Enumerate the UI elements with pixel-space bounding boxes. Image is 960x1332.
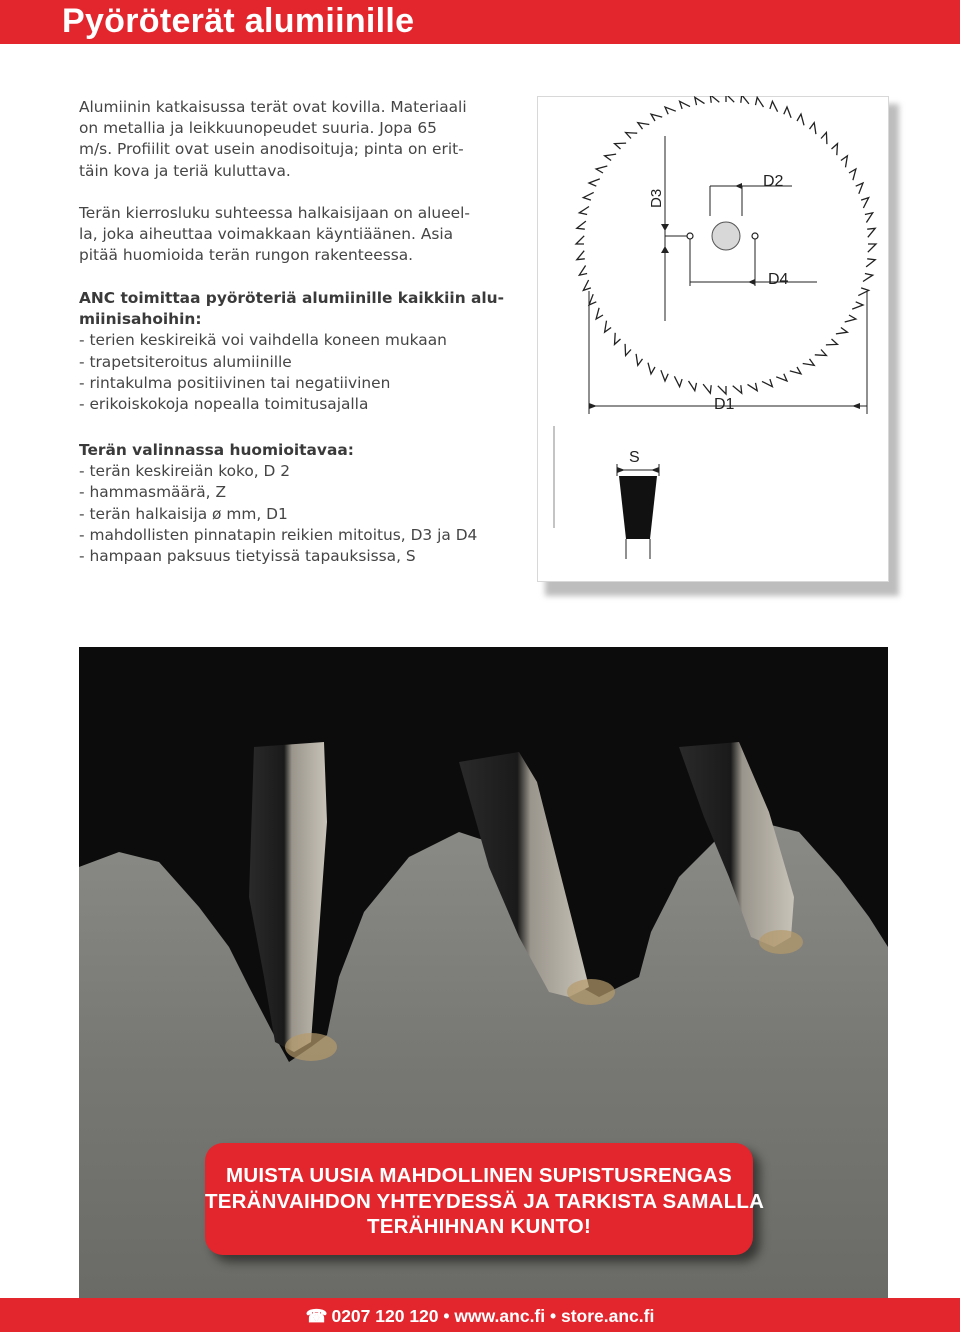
saw-tooth (841, 156, 848, 168)
saw-tooth (703, 384, 711, 393)
saw-tooth (680, 101, 690, 109)
list-item: - mahdollisten pinnatapin reikien mitoitus, D3 ja D4 (79, 525, 478, 544)
notice-box (205, 1143, 765, 1255)
saw-tooth (815, 350, 827, 356)
saw-tooth (638, 123, 650, 130)
list-item: - erikoiskokoja nopealla toimitusajalla (79, 395, 369, 414)
saw-tooth (710, 96, 719, 103)
saw-tooth (866, 259, 875, 267)
offer-section (79, 288, 539, 415)
arrow-head (852, 403, 860, 409)
telephone-icon: ☎ (305, 1306, 328, 1326)
saw-tooth (589, 294, 596, 305)
saw-tooth (665, 107, 676, 114)
saw-tooth (605, 321, 612, 333)
list-item: - rintakulma positiivinen tai negatiivinen (79, 373, 391, 392)
saw-tooth (845, 315, 856, 322)
saw-tooth (826, 339, 838, 345)
selection-heading: Terän valinnassa huomioitavaa: (79, 441, 354, 459)
saw-tooth (596, 166, 607, 173)
saw-tooth (605, 154, 617, 160)
saw-tooth (797, 114, 804, 125)
braze-joint (759, 930, 803, 954)
notice-line: TERÄNVAIHDON YHTEYDESSÄ JA TARKISTA SAMALLA (205, 1189, 765, 1213)
label-s: S (629, 449, 640, 466)
text-line: pitää huomioida terän rungon rakenteessa. (79, 246, 414, 265)
saw-tooth (579, 266, 587, 276)
saw-tooth (821, 133, 827, 145)
saw-tooth (748, 383, 758, 391)
saw-tooth (810, 123, 816, 135)
saw-tooth (836, 328, 848, 334)
label-d2: D2 (763, 173, 784, 190)
saw-tooth (868, 244, 876, 252)
page-title: Pyöröterät alumiinille (62, 2, 415, 40)
saw-tooth (776, 374, 787, 381)
list-item: - trapetsiteroitus alumiinille (79, 352, 292, 371)
text-line: la, joka aiheuttaa voimakkaan käyntiäänen. Asia (79, 225, 454, 244)
saw-tooth (615, 333, 621, 345)
saw-tooth (803, 359, 815, 366)
saw-tooth (583, 192, 593, 200)
list-item: - hammasmäärä, Z (79, 483, 227, 502)
saw-tooth (861, 198, 869, 208)
saw-tooth (695, 97, 705, 105)
saw-tooth (856, 183, 863, 194)
pin-hole (752, 233, 758, 239)
intro-paragraph-2 (79, 203, 519, 267)
saw-tooth (674, 376, 682, 386)
saw-tooth (689, 381, 697, 391)
saw-tooth (733, 385, 742, 393)
saw-tooth (790, 367, 801, 374)
arrow-head (735, 183, 742, 189)
saw-tooth (726, 96, 734, 102)
saw-tooth (636, 354, 642, 366)
saw-tooth (615, 143, 627, 149)
saw-tooth (577, 221, 586, 229)
blade-diagram (537, 96, 895, 592)
braze-joint (567, 979, 615, 1005)
saw-tooth (832, 144, 838, 156)
saw-tooth (784, 107, 791, 118)
saw-tooth (583, 280, 591, 290)
saw-tooth (596, 308, 603, 319)
saw-tooth (849, 169, 856, 180)
list-item: - terän keskireiän koko, D 2 (79, 462, 291, 481)
braze-joint (285, 1033, 337, 1061)
saw-tooth (863, 274, 873, 282)
saw-tooth (756, 97, 764, 107)
notice-line: MUISTA UUSIA MAHDOLLINEN SUPISTUSRENGAS (226, 1164, 732, 1187)
label-d3: D3 (648, 188, 665, 208)
saw-tooth (718, 386, 726, 394)
carbide-tip (249, 742, 327, 1052)
saw-tooth (865, 213, 873, 223)
center-hole (712, 222, 740, 250)
tooth-profile (619, 476, 657, 539)
list-item: - terän halkaisija ø mm, D1 (79, 504, 288, 523)
arrow-head (661, 246, 669, 253)
list-item: - hampaan paksuus tietyissä tapauksissa, S (79, 547, 416, 566)
text-line: Terän kierrosluku suhteessa halkaisijaan on alueel- (79, 204, 470, 222)
saw-tooth (741, 96, 749, 104)
saw-tooth (852, 302, 863, 309)
saw-tooth (577, 251, 585, 260)
arrow-head (651, 467, 659, 473)
selection-section (79, 440, 539, 567)
arrow-head (617, 467, 625, 473)
saw-tooth (867, 228, 875, 237)
list-item: - terien keskireikä voi vaihdella koneen mukaan (79, 331, 447, 350)
saw-tooth (625, 344, 631, 356)
page-header (0, 0, 960, 44)
footer-text: 0207 120 120 • www.anc.fi • store.anc.fi (331, 1306, 655, 1326)
saw-tooth (762, 379, 772, 387)
text-line: m/s. Profiilit ovat usein anodisoituja; pinta on erit- (79, 140, 464, 159)
saw-tooth (626, 133, 638, 139)
pin-hole (687, 233, 693, 239)
saw-tooth (770, 101, 778, 111)
offer-heading-line: miinisahoihin: (79, 310, 202, 329)
label-d1: D1 (714, 396, 735, 413)
saw-tooth (576, 236, 584, 244)
offer-heading-line: ANC toimittaa pyöröteriä alumiinille kaikkiin alu- (79, 289, 505, 307)
page-footer (0, 1298, 960, 1332)
notice-line: TERÄHIHNAN KUNTO! (367, 1215, 591, 1238)
intro-paragraph-1 (79, 97, 519, 182)
saw-tooth (589, 179, 600, 186)
saw-tooth (661, 370, 668, 381)
text-line: Alumiinin katkaisussa terät ovat kovilla. Materiaali (79, 98, 467, 116)
text-line: täin kova ja teriä kuluttava. (79, 161, 291, 180)
saw-tooth (651, 114, 662, 121)
footer-contact (0, 1298, 960, 1332)
saw-tooth (579, 207, 589, 215)
arrow-head (661, 224, 669, 231)
label-d4: D4 (768, 271, 789, 288)
saw-tooth (648, 363, 655, 374)
arrow-head (589, 403, 597, 409)
blade-diagram-svg (537, 96, 889, 582)
arrow-head (748, 279, 755, 285)
text-line: on metallia ja leikkuunopeudet suuria. Jopa 65 (79, 119, 437, 138)
